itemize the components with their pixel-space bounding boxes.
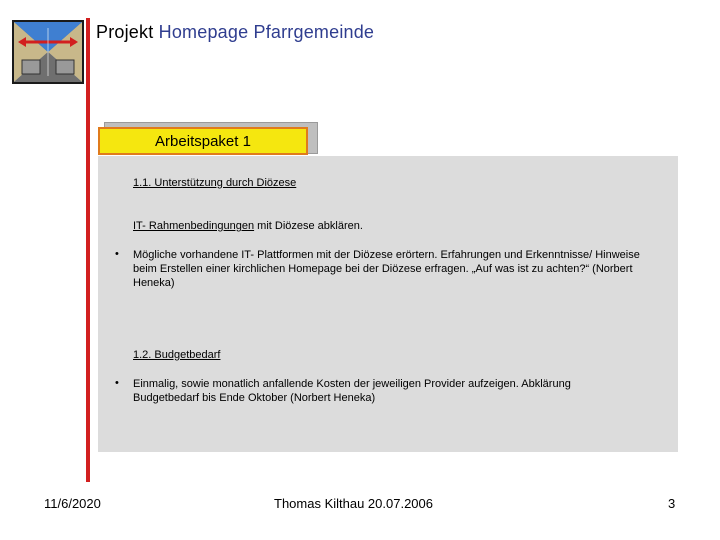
bullet-marker: • bbox=[115, 248, 119, 260]
vertical-rule bbox=[86, 18, 90, 482]
footer-date: 11/6/2020 bbox=[44, 496, 101, 511]
intro-text: mit Diözese abklären. bbox=[254, 220, 363, 232]
section-heading-1-2: 1.2. Budgetbedarf bbox=[133, 349, 221, 361]
logo-image bbox=[12, 20, 84, 84]
footer-author: Thomas Kilthau 20.07.2006 bbox=[274, 496, 433, 511]
list-item: Einmalig, sowie monatlich anfallende Kosten der jeweiligen Provider aufzeigen. Abklärung Budgetbedarf bis Ende Oktober (Norbert Heneka) bbox=[133, 378, 571, 404]
bullet-marker: • bbox=[115, 377, 119, 389]
list-item: Mögliche vorhandene IT- Plattformen mit der Diözese erörtern. Erfahrungen und Erkenntnisse/ Hinweise beim Erstellen einer kirchlichen Homepage bei der Diözese erfragen. „Auf was ist zu achten?“ (Norbert Heneka) bbox=[133, 249, 640, 289]
tab-label: Arbeitspaket 1 bbox=[155, 132, 251, 150]
page-title bbox=[96, 22, 374, 43]
page-number: 3 bbox=[668, 496, 676, 511]
content-panel bbox=[98, 156, 678, 452]
title-accent: Homepage Pfarrgemeinde bbox=[158, 22, 375, 42]
section-heading-1-1: 1.1. Unterstützung durch Diözese bbox=[133, 177, 297, 189]
section-intro bbox=[133, 219, 363, 233]
work-package-tab bbox=[98, 127, 308, 155]
title-prefix: Projekt bbox=[96, 22, 159, 42]
intro-keyword: IT- Rahmenbedingungen bbox=[133, 220, 255, 232]
